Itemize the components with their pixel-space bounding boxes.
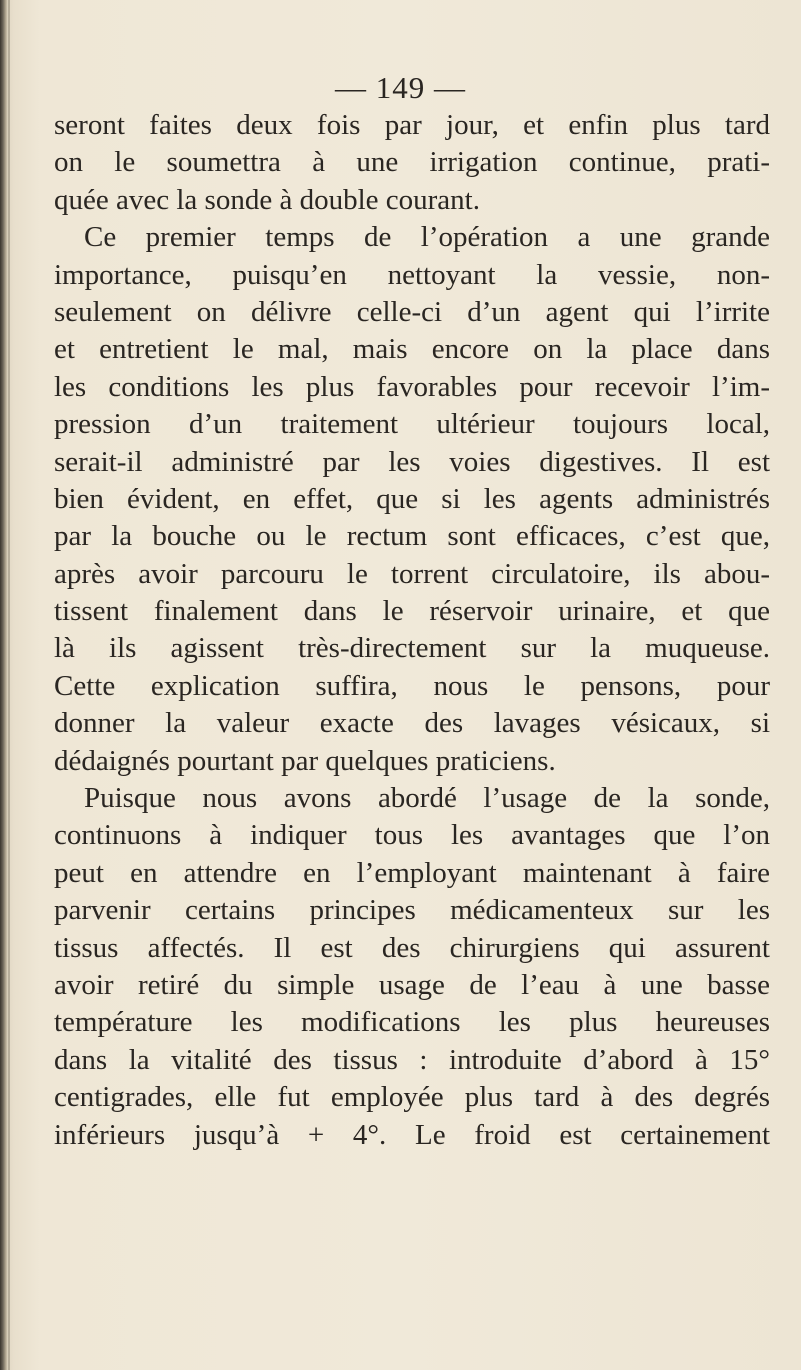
text-line: Cette explication suffira, nous le pensons, pour bbox=[54, 669, 770, 702]
text-line: les conditions les plus favorables pour recevoir l’im- bbox=[54, 370, 770, 403]
text-line: quée avec la sonde à double courant. bbox=[54, 183, 480, 216]
body-text bbox=[54, 107, 770, 1154]
page-number: — 149 — bbox=[335, 70, 466, 105]
text-line: par la bouche ou le rectum sont efficaces, c’est que, bbox=[54, 520, 770, 553]
text-line: dédaignés pourtant par quelques praticiens. bbox=[54, 744, 556, 777]
text-line: inférieurs jusqu’à + 4°. Le froid est certainement bbox=[54, 1118, 770, 1151]
binding-edge bbox=[0, 0, 8, 1370]
text-line: là ils agissent très-directement sur la muqueuse. bbox=[54, 632, 770, 665]
text-line: serait-il administré par les voies digestives. Il est bbox=[54, 445, 770, 478]
text-line: bien évident, en effet, que si les agents administrés bbox=[54, 482, 770, 515]
text-line: centigrades, elle fut employée plus tard à des degrés bbox=[54, 1081, 770, 1114]
text-line: et entretient le mal, mais encore on la place dans bbox=[54, 333, 770, 366]
gutter-shadow bbox=[8, 0, 10, 1370]
text-line: seulement on délivre celle-ci d’un agent qui l’irrite bbox=[54, 295, 770, 328]
text-line: tissus affectés. Il est des chirurgiens qui assurent bbox=[54, 931, 770, 964]
paragraph-start-line: Ce premier temps de l’opération a une grande bbox=[84, 221, 770, 254]
text-line: peut en attendre en l’employant maintenant à faire bbox=[54, 856, 770, 889]
text-line: tissent finalement dans le réservoir urinaire, et que bbox=[54, 595, 770, 628]
text-line: pression d’un traitement ultérieur toujours local, bbox=[54, 408, 770, 441]
text-line: avoir retiré du simple usage de l’eau à une basse bbox=[54, 968, 770, 1001]
text-line: après avoir parcouru le torrent circulatoire, ils abou- bbox=[54, 557, 770, 590]
text-line: température les modifications les plus heureuses bbox=[54, 1006, 770, 1039]
text-line: seront faites deux fois par jour, et enfin plus tard bbox=[54, 109, 770, 141]
text-line: donner la valeur exacte des lavages vésicaux, si bbox=[54, 707, 770, 740]
text-line: parvenir certains principes médicamenteux sur les bbox=[54, 894, 770, 927]
text-line: importance, puisqu’en nettoyant la vessie, non- bbox=[54, 258, 770, 291]
paragraph-start-line: Puisque nous avons abordé l’usage de la sonde, bbox=[84, 782, 770, 815]
text-line: continuons à indiquer tous les avantages que l’on bbox=[54, 819, 770, 852]
text-line: dans la vitalité des tissus : introduite d’abord à 15° bbox=[54, 1043, 770, 1076]
text-line: on le soumettra à une irrigation continue, prati- bbox=[54, 146, 770, 179]
